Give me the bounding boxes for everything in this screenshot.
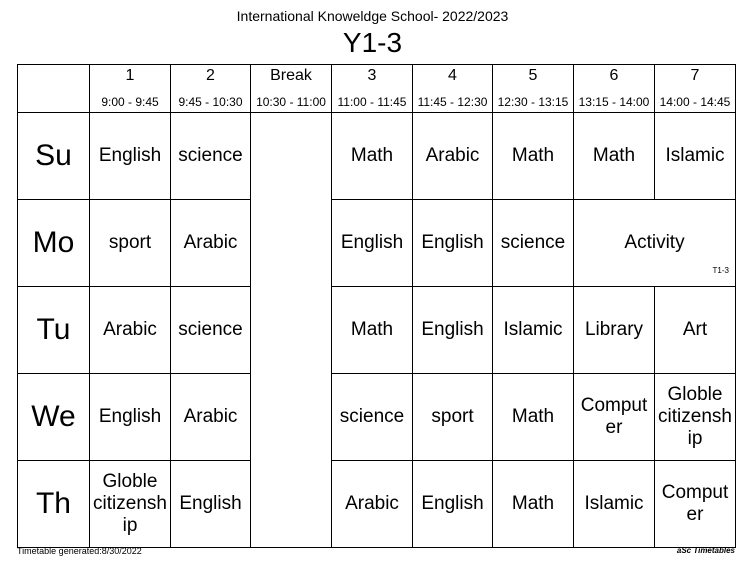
lesson-cell: Arabic — [171, 374, 251, 461]
lesson-cell: Arabic — [90, 287, 171, 374]
day-label: We — [18, 374, 90, 461]
lesson-cell: Comput er — [655, 461, 736, 548]
lesson-cell: English — [413, 200, 493, 287]
lesson-cell: Math — [493, 461, 574, 548]
lesson-cell: Arabic — [413, 113, 493, 200]
generated-date: Timetable generated:8/30/2022 — [17, 546, 142, 556]
lesson-cell: English — [90, 113, 171, 200]
lesson-cell: Islamic — [574, 461, 655, 548]
day-row-mo — [18, 200, 736, 287]
timetable — [17, 64, 736, 548]
lesson-cell: English — [413, 287, 493, 374]
day-row-tu — [18, 287, 736, 374]
school-title: International Knoweldge School- 2022/2023 — [236, 8, 509, 24]
brand-label: aSc Timetables — [676, 546, 735, 555]
period-header-3: 3 11:00 - 11:45 — [332, 65, 413, 113]
class-title: Y1-3 — [342, 27, 403, 58]
lesson-cell: science — [493, 200, 574, 287]
lesson-cell: Library — [574, 287, 655, 374]
lesson-cell: science — [332, 374, 413, 461]
break-column — [251, 113, 332, 548]
lesson-cell: Islamic — [493, 287, 574, 374]
lesson-cell: Arabic — [332, 461, 413, 548]
day-label: Su — [18, 113, 90, 200]
lesson-cell: English — [171, 461, 251, 548]
lesson-cell: Math — [493, 113, 574, 200]
period-header-7: 7 14:00 - 14:45 — [655, 65, 736, 113]
lesson-cell: sport — [90, 200, 171, 287]
period-header-4: 4 11:45 - 12:30 — [413, 65, 493, 113]
lesson-cell: Globle citizensh ip — [90, 461, 171, 548]
period-header-5: 5 12:30 - 13:15 — [493, 65, 574, 113]
lesson-cell: Math — [332, 287, 413, 374]
activity-cell — [574, 200, 736, 287]
period-header-break: Break 10:30 - 11:00 — [251, 65, 332, 113]
period-header-2: 2 9:45 - 10:30 — [171, 65, 251, 113]
day-row-we — [18, 374, 736, 461]
lesson-cell: English — [332, 200, 413, 287]
lesson-cell: Arabic — [171, 200, 251, 287]
header-row — [18, 65, 736, 113]
period-header-1: 1 9:00 - 9:45 — [90, 65, 171, 113]
lesson-cell: English — [413, 461, 493, 548]
day-row-su — [18, 113, 736, 200]
lesson-cell: Art — [655, 287, 736, 374]
lesson-cell: Math — [574, 113, 655, 200]
lesson-cell: Globle citizensh ip — [655, 374, 736, 461]
class-tag: T1-3 — [712, 266, 729, 275]
day-label: Th — [18, 461, 90, 548]
lesson-cell: Math — [493, 374, 574, 461]
lesson-cell: sport — [413, 374, 493, 461]
day-label: Mo — [18, 200, 90, 287]
lesson-cell: Math — [332, 113, 413, 200]
lesson-cell: science — [171, 113, 251, 200]
lesson-cell: science — [171, 287, 251, 374]
lesson-cell: Comput er — [574, 374, 655, 461]
period-header-6: 6 13:15 - 14:00 — [574, 65, 655, 113]
activity-label: Activity — [624, 232, 685, 253]
lesson-cell: Islamic — [655, 113, 736, 200]
day-label: Tu — [18, 287, 90, 374]
lesson-cell: English — [90, 374, 171, 461]
day-row-th — [18, 461, 736, 548]
corner-cell — [18, 65, 90, 113]
